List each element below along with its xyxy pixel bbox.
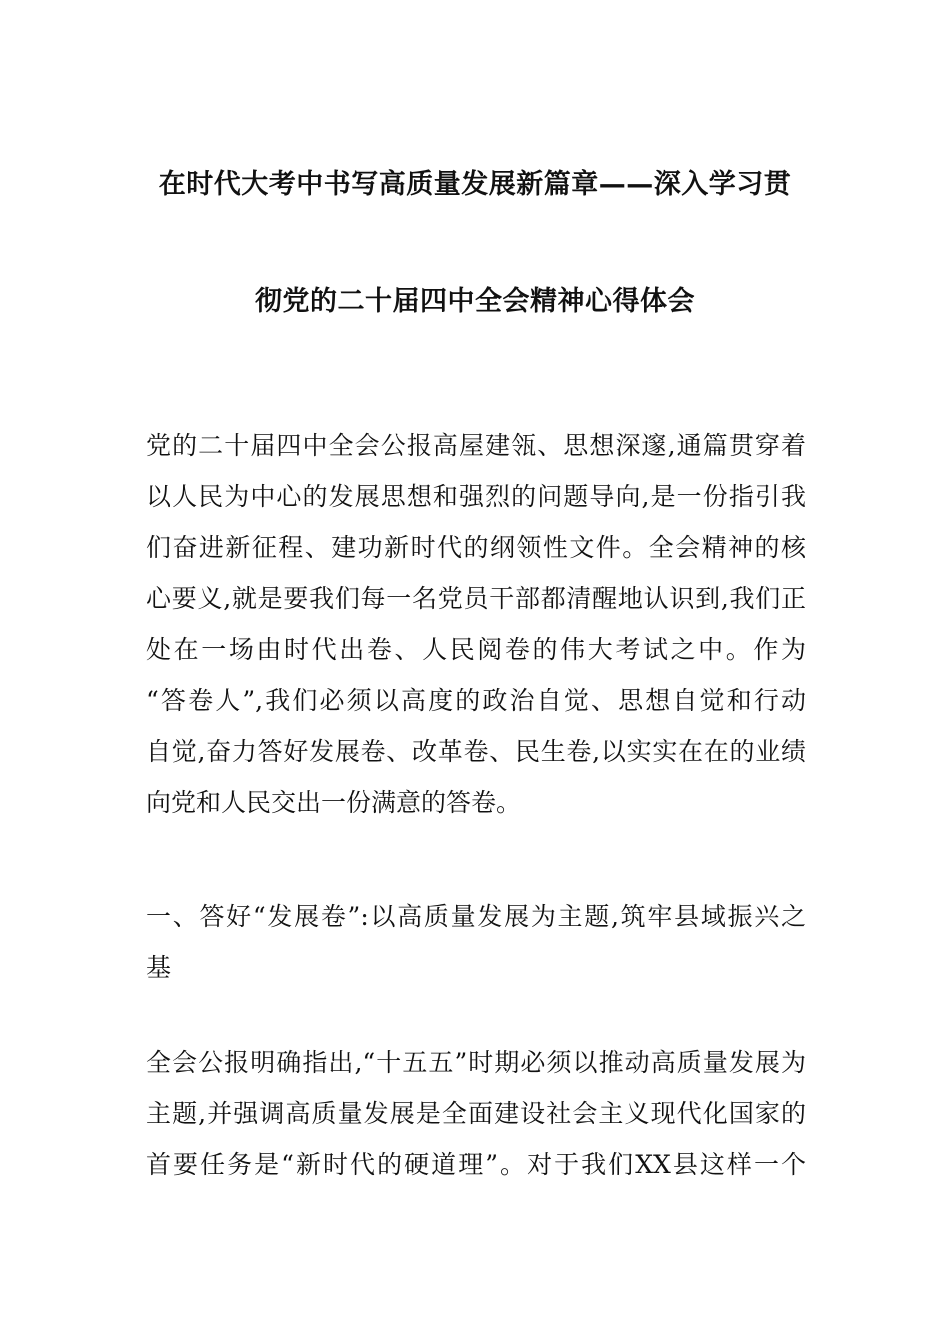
paragraph-line: 首要任务是“新时代的硬道理”。对于我们XX县这样一个 bbox=[146, 1150, 806, 1179]
paragraph-line: 处在一场由时代出卷、人民阅卷的伟大考试之中。作为 bbox=[146, 635, 806, 664]
paragraph-line: 自觉,奋力答好发展卷、改革卷、民生卷,以实实在在的业绩 bbox=[146, 737, 806, 766]
paragraph-line: 以人民为中心的发展思想和强烈的问题导向,是一份指引我 bbox=[146, 482, 806, 511]
heading-line: 一、答好“发展卷”:以高质量发展为主题,筑牢县域振兴之 bbox=[146, 902, 806, 931]
paragraph-line: 心要义,就是要我们每一名党员干部都清醒地认识到,我们正 bbox=[146, 584, 806, 613]
document-title-line-1: 在时代大考中书写高质量发展新篇章——深入学习贯 bbox=[158, 169, 792, 200]
intro-paragraph bbox=[146, 420, 806, 828]
paragraph-line: 全会公报明确指出,“十五五”时期必须以推动高质量发展为 bbox=[146, 1048, 806, 1077]
paragraph-line: 党的二十届四中全会公报高屋建瓴、思想深邃,通篇贯穿着 bbox=[146, 431, 806, 460]
paragraph-line: 主题,并强调高质量发展是全面建设社会主义现代化国家的 bbox=[146, 1099, 806, 1128]
paragraph-line: 们奋进新征程、建功新时代的纲领性文件。全会精神的核 bbox=[146, 533, 806, 562]
section-1-paragraph bbox=[146, 1037, 806, 1190]
document-title-line-2: 彻党的二十届四中全会精神心得体会 bbox=[255, 286, 695, 317]
section-1-heading bbox=[146, 891, 806, 993]
paragraph-line: “答卷人”,我们必须以高度的政治自觉、思想自觉和行动 bbox=[146, 686, 806, 715]
paragraph-line: 向党和人民交出一份满意的答卷。 bbox=[146, 788, 522, 817]
heading-line: 基 bbox=[146, 953, 172, 982]
